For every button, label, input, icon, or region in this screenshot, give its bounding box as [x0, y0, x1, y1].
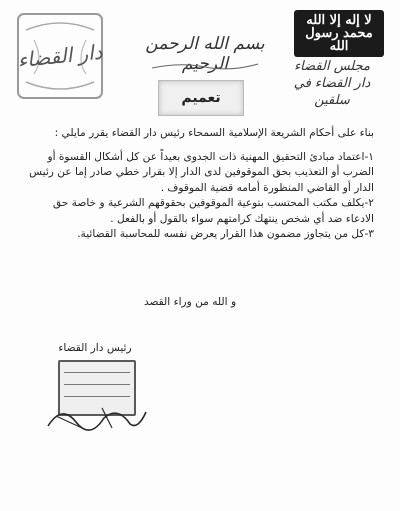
closing-phrase: و الله من وراء القصد	[143, 296, 237, 308]
logo-text: دار القضاء	[16, 39, 104, 73]
flourish-icon	[150, 60, 260, 72]
decree-body	[22, 126, 374, 243]
decree-clause-1: ١-اعتماد مبادئ التحقيق المهنية ذات الجدوى بعيداً عن كل أشكال القسوة أو الضرب أو التعذيب بحق الموقوفين لدى الدار إلا بقرار خطي صادر إما عن رئيس الدار أو القاضي المنظورة أمامه قضية الموقوف .	[29, 150, 374, 194]
circular-label: تعميم	[158, 80, 244, 116]
court-logo	[14, 10, 106, 102]
basmala: بسم الله الرحمن الرحيم	[145, 34, 265, 74]
council-line-1: مجلس القضاء	[294, 59, 370, 74]
council-name	[282, 58, 382, 109]
decree-clause-2: ٢-يكلف مكتب المحتسب بتوعية الموقوفين بحقوقهم الشرعية و خاصة حق الادعاء ضد أي شخص ينتهك كرامتهم سواء بالقول أو بالفعل .	[52, 197, 374, 225]
shahada-seal: لا إله إلا الله محمد رسول الله	[294, 10, 384, 57]
handwritten-signature	[42, 398, 152, 434]
council-line-2: دار القضاء في سلقين	[293, 76, 371, 108]
decree-intro: بناء على أحكام الشريعة الإسلامية السمحاء رئيس دار القضاء يقرر مايلي :	[54, 127, 374, 139]
signatory-title: رئيس دار القضاء	[58, 342, 132, 354]
decree-clause-3: ٣-كل من يتجاوز مضمون هذا القرار يعرض نفسه للمحاسبة القضائية.	[77, 228, 374, 240]
